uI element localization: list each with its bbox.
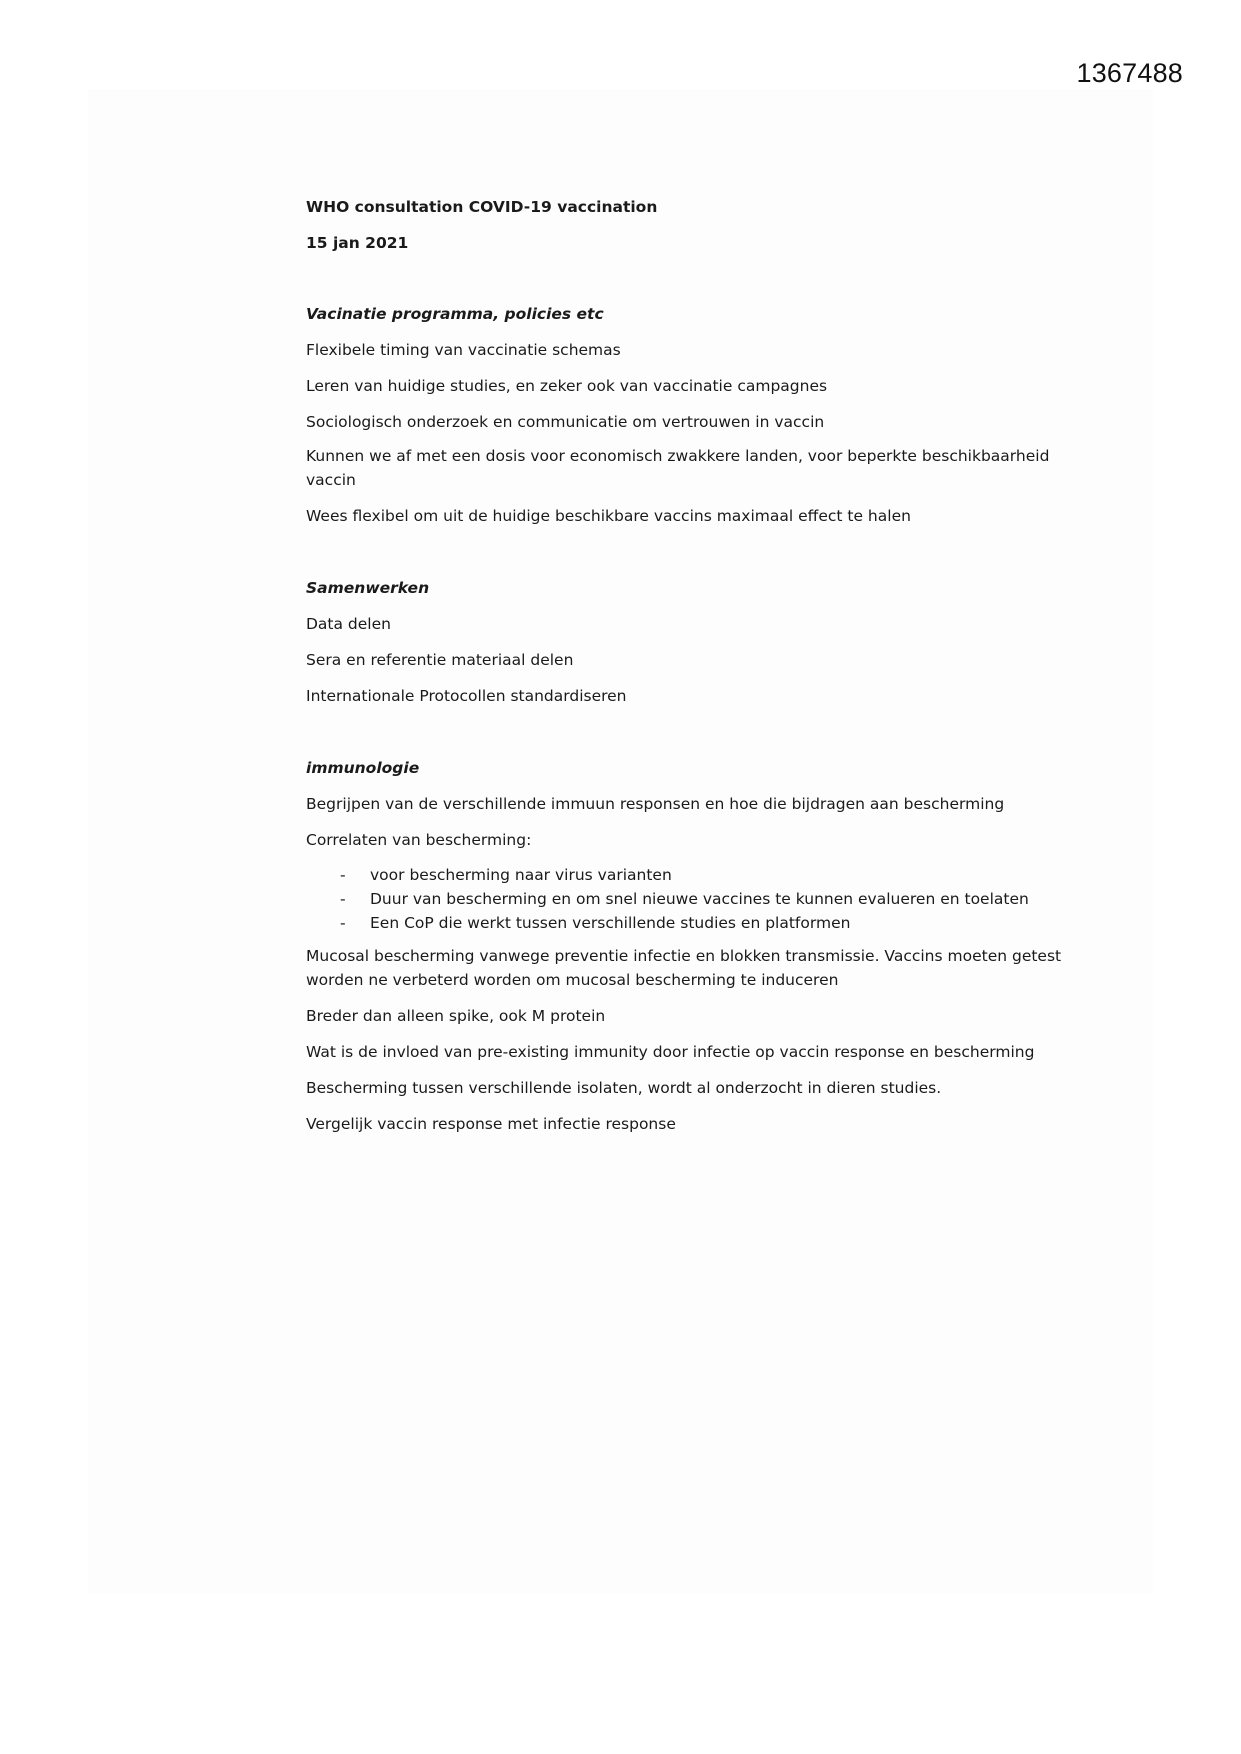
list-item: Begrijpen van de verschillende immuun responsen en hoe die bijdragen aan bescherming — [306, 795, 1005, 813]
bullet-dash: - — [340, 866, 346, 884]
bullet-dash: - — [340, 890, 346, 908]
bullet-item: - voor bescherming naar virus varianten — [306, 862, 1096, 888]
bullet-item: - Duur van bescherming en om snel nieuwe vaccines te kunnen evalueren en toelaten — [306, 886, 1096, 912]
document-number: 1367488 — [1076, 58, 1183, 88]
document-title: WHO consultation COVID-19 vaccination — [306, 198, 658, 216]
list-item: Wat is de invloed van pre-existing immunity door infectie op vaccin response en bescherming — [306, 1043, 1035, 1061]
document-date: 15 jan 2021 — [306, 234, 409, 252]
list-item: Kunnen we af met een dosis voor economisch zwakkere landen, voor beperkte beschikbaarheid vaccin — [306, 447, 1050, 489]
list-item: Leren van huidige studies, en zeker ook van vaccinatie campagnes — [306, 377, 828, 395]
list-item: Sociologisch onderzoek en communicatie om vertrouwen in vaccin — [306, 413, 825, 431]
list-item: Vergelijk vaccin response met infectie response — [306, 1115, 676, 1133]
list-item: Flexibele timing van vaccinatie schemas — [306, 341, 621, 359]
section-heading-vaccination-program: Vacinatie programma, policies etc — [306, 305, 604, 323]
section-heading-collaboration: Samenwerken — [306, 579, 430, 597]
document-page — [88, 89, 1153, 1593]
list-item: Internationale Protocollen standardiseren — [306, 687, 627, 705]
list-item: Sera en referentie materiaal delen — [306, 651, 574, 669]
list-item: Correlaten van bescherming: — [306, 831, 532, 849]
bullet-item: - Een CoP die werkt tussen verschillende studies en platformen — [306, 910, 1096, 936]
section-heading-immunology: immunologie — [306, 759, 420, 777]
list-item: Data delen — [306, 615, 391, 633]
list-item: Mucosal bescherming vanwege preventie infectie en blokken transmissie. Vaccins moeten getest worden ne verbeterd worden om mucosal bescherming te induceren — [306, 947, 1062, 989]
list-item: Bescherming tussen verschillende isolaten, wordt al onderzocht in dieren studies. — [306, 1079, 942, 1097]
list-item: Breder dan alleen spike, ook M protein — [306, 1007, 606, 1025]
list-item: Wees flexibel om uit de huidige beschikbare vaccins maximaal effect te halen — [306, 507, 911, 525]
bullet-dash: - — [340, 914, 346, 932]
